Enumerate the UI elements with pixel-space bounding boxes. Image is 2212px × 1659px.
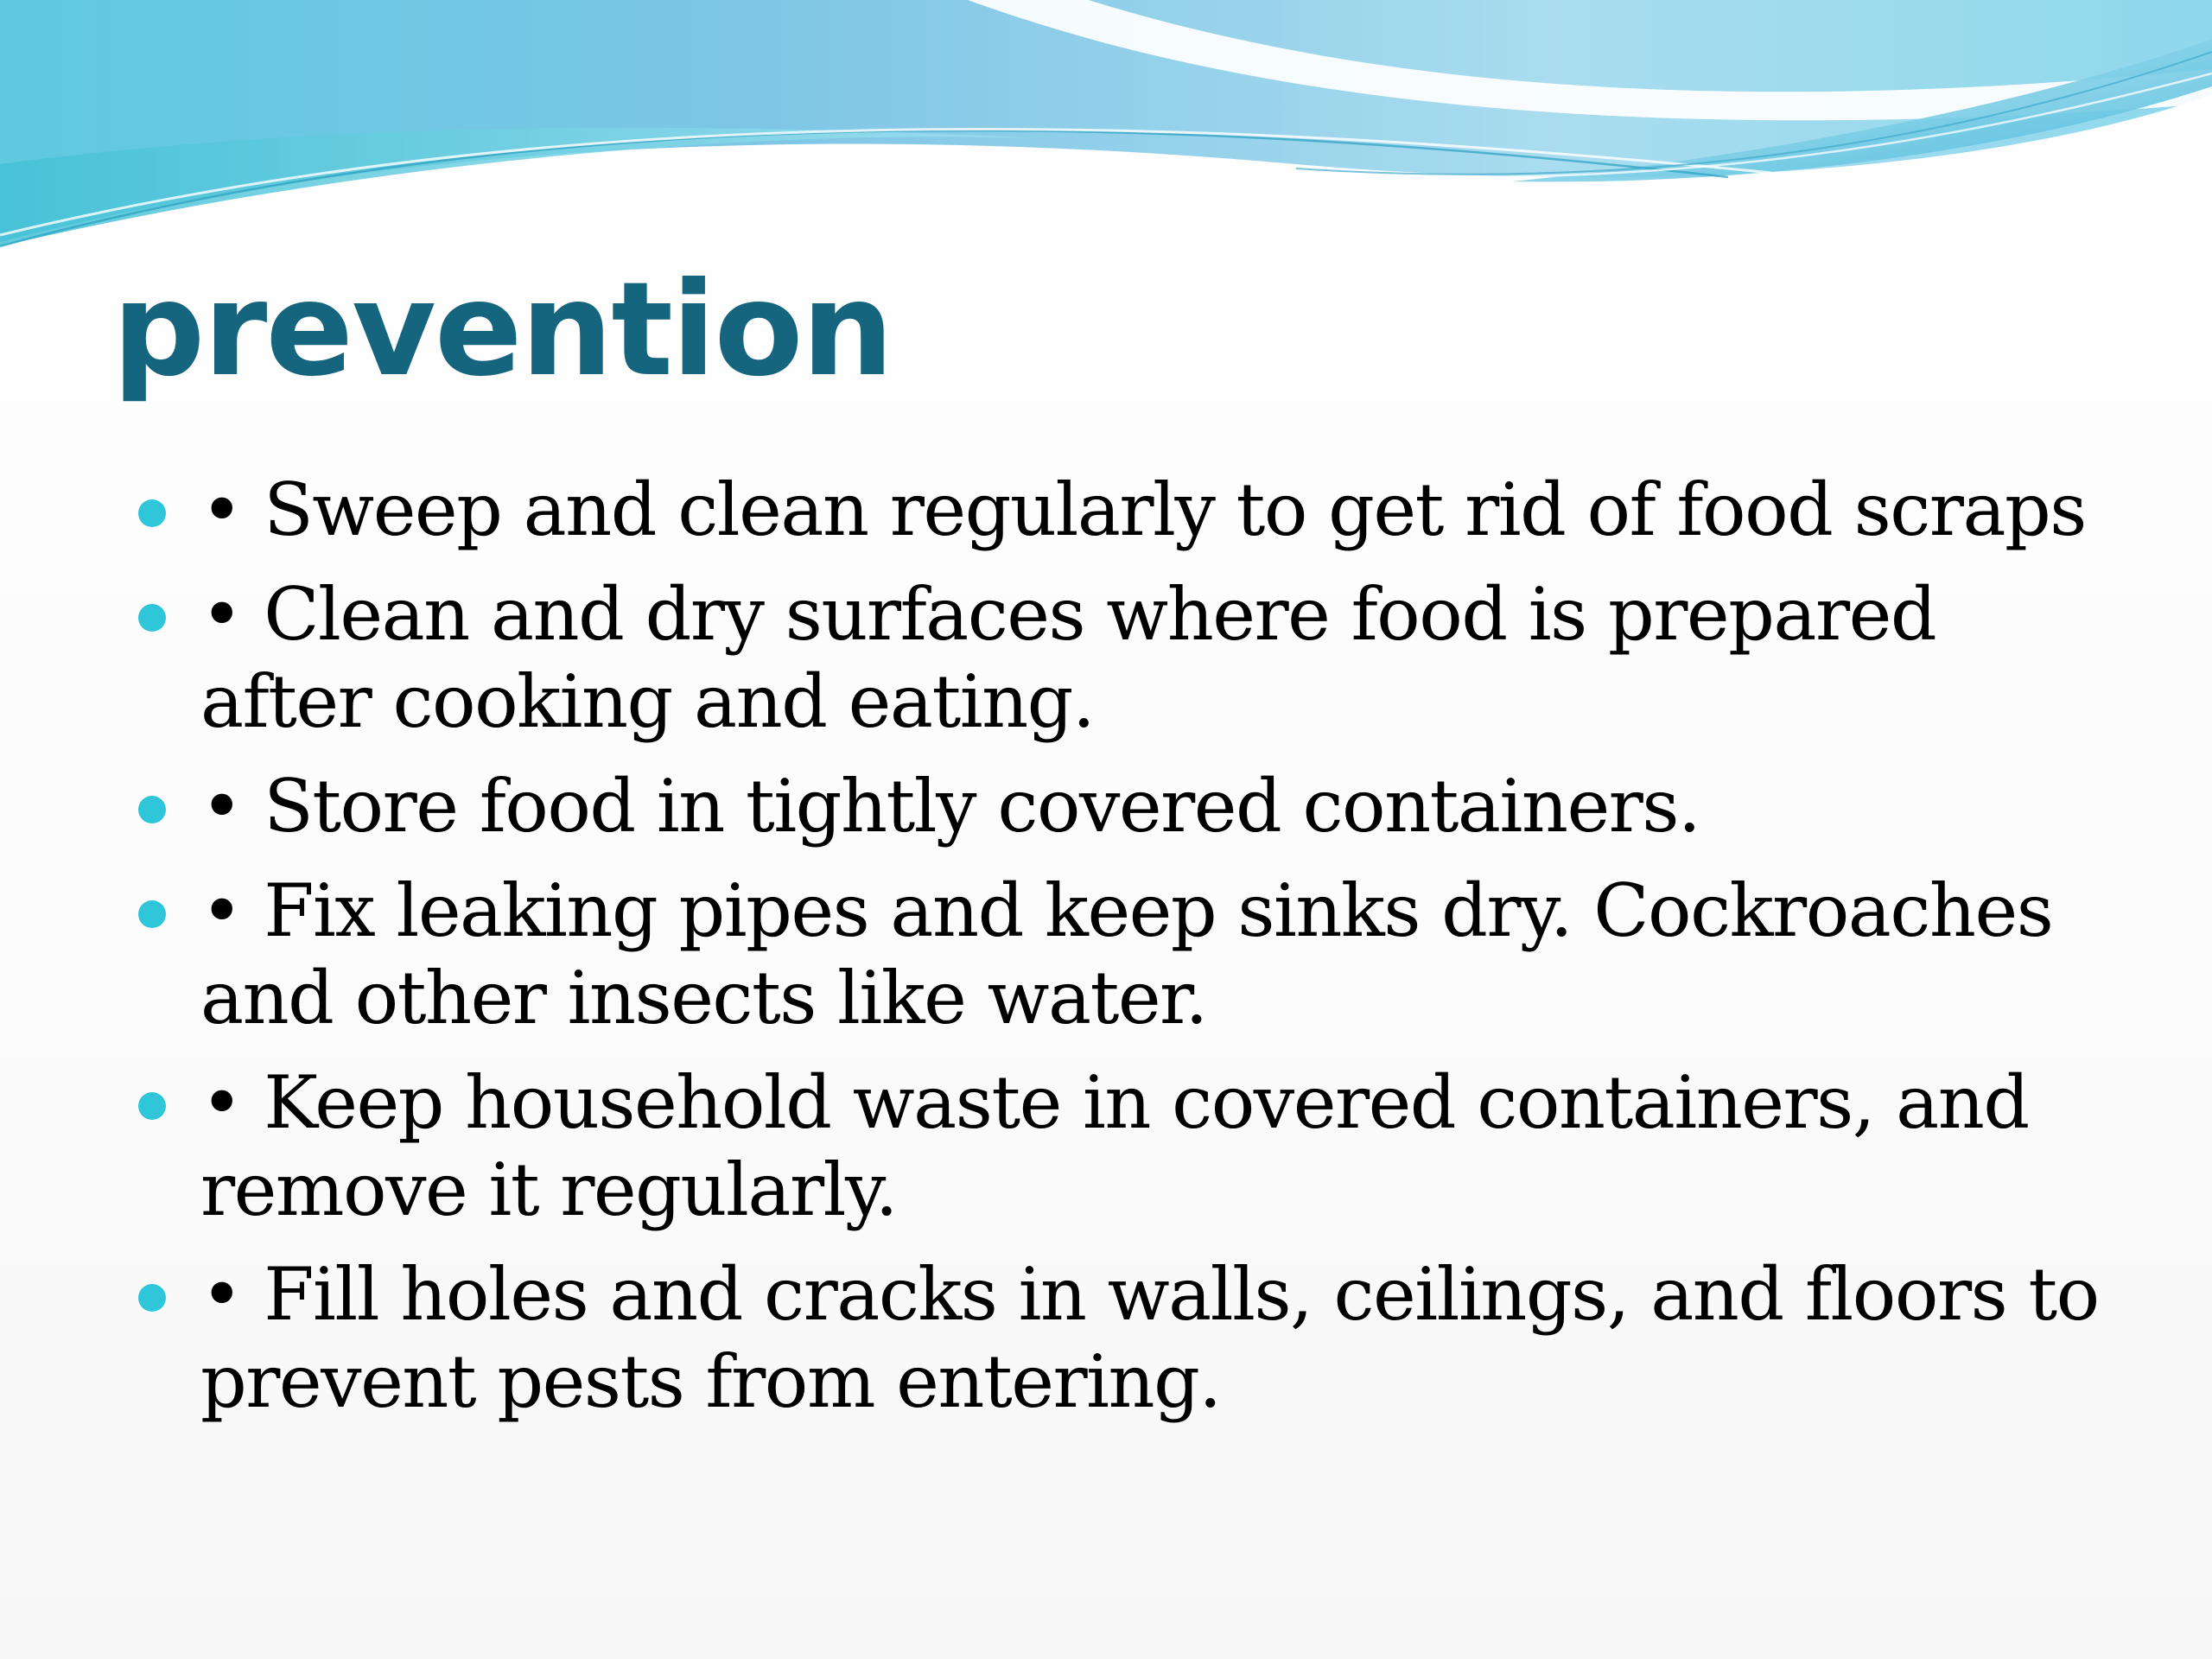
bullet-circle-icon [138, 1092, 166, 1120]
bullet-item-household-waste [138, 1059, 2126, 1234]
bullet-item-fill-holes [138, 1251, 2126, 1426]
bullet-list [138, 467, 2126, 1443]
bullet-circle-icon [138, 499, 166, 527]
header-wave-decoration [0, 0, 2212, 276]
bullet-circle-icon [138, 604, 166, 632]
bullet-item-sweep [138, 467, 2126, 554]
bullet-text: • Store food in tightly covered containers. [200, 764, 1700, 849]
slide-title: prevention [112, 255, 893, 405]
bullet-text: • Fix leaking pipes and keep sinks dry. Cockroaches and other insects like water. [200, 868, 2053, 1040]
bullet-item-clean-surfaces [138, 571, 2126, 746]
bullet-item-fix-pipes [138, 868, 2126, 1042]
bullet-text: • Keep household waste in covered containers, and remove it regularly. [200, 1060, 2029, 1232]
bullet-circle-icon [138, 900, 166, 928]
bullet-circle-icon [138, 1284, 166, 1312]
bullet-text: • Sweep and clean regularly to get rid of food scraps [200, 467, 2086, 552]
bullet-text: • Fill holes and cracks in walls, ceilings, and floors to prevent pests from entering. [200, 1252, 2099, 1424]
bullet-circle-icon [138, 796, 166, 823]
bullet-text: • Clean and dry surfaces where food is prepared after cooking and eating. [200, 572, 1936, 744]
bullet-item-store-food [138, 763, 2126, 850]
